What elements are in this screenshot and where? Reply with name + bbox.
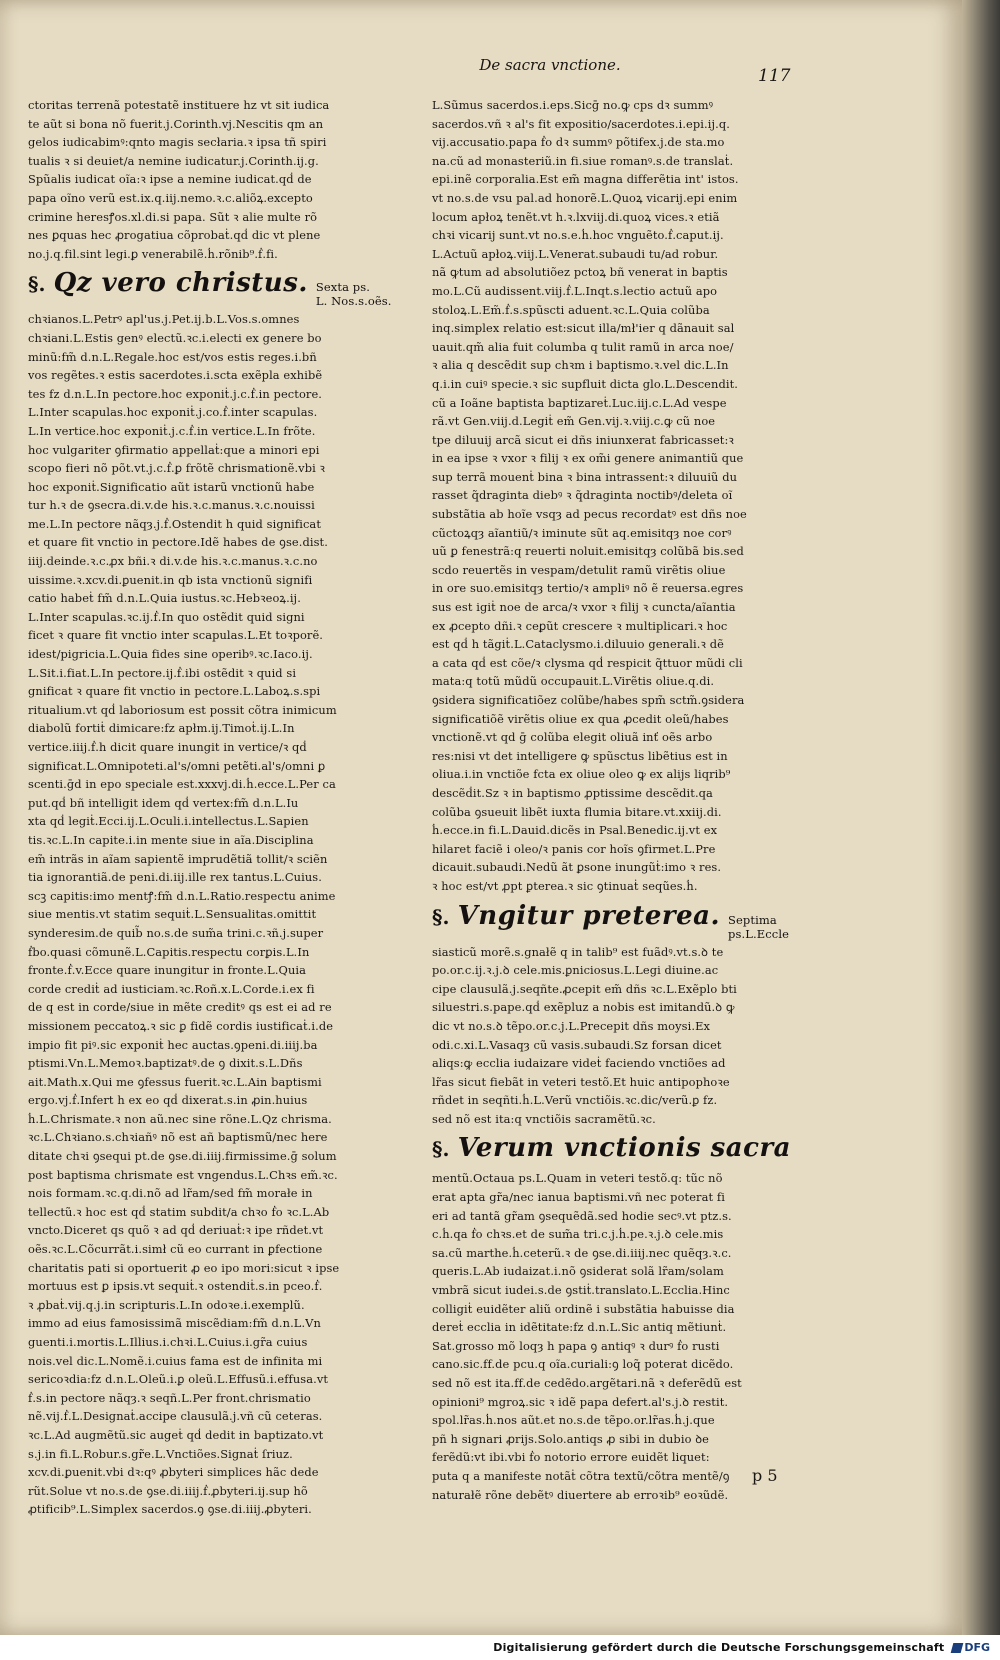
text-line: res:nisi vt det intelligere ꝙ spũsctus libẽtius est in: [432, 748, 728, 763]
right-column-lines-a: [432, 96, 810, 896]
rubric-sub-1: Septima: [728, 912, 777, 927]
text-line: colligiṫ euidẽter aliũ ordinẽ i substãtia habuisse dia: [432, 1301, 735, 1316]
text-line: nẽ.vij.ḟ.L.Designaṫ.accipe clausulã.j.vñ cũ ceteras.: [28, 1409, 323, 1424]
running-head: De sacra vnctione.: [479, 56, 621, 74]
text-line: tur h.ꝛ de ꝯsecra.di.v.de his.ꝛ.c.manus.ꝛ.c.nouissi: [28, 498, 315, 513]
text-line: inq.simplex relatio est:sicut illa/mł'ier q dãnauit sal: [432, 321, 735, 336]
text-line: rasset q̃draginta diebꝰ ꝛ q̃draginta noctibꝰ/deleta oĩ: [432, 488, 733, 503]
left-column-lines-top: [28, 96, 396, 263]
digitization-footer: [0, 1635, 1000, 1660]
text-line: ꝛc.L.Chꝛiano.s.chꝛiañꝰ nõ est añ baptismũ/nec here: [28, 1130, 328, 1145]
text-line: sed nõ est ita:q vnctiõis sacramẽtũ.ꝛc.: [432, 1111, 656, 1126]
text-line: dicauit.subaudi.Nedũ ãt ꝑsone inungũṫ:imo ꝛ res.: [432, 860, 722, 875]
text-line: spol.lr̃as.ḣ.nos aũt.et no.s.de tẽpo.or.lr̃as.ḣ.j.que: [432, 1413, 715, 1428]
text-line: ex ꝓcepto dñi.ꝛ ceꝑũt crescere ꝛ multiplicari.ꝛ hoc: [432, 618, 728, 633]
text-line: nois.vel dic.L.Nomẽ.i.cuius fama est de infinita mi: [28, 1353, 323, 1368]
text-line: cũ a Ioãne baptista baptizareṫ.Luc.iij.c.L.Ad vespe: [432, 395, 727, 410]
text-line: eri ad tantã gr̃am ꝯsequẽdã.sed hodie secꝰ.vt ptz.s.: [432, 1208, 732, 1223]
text-line: dic vt no.s.ꝺ tẽpo.or.c.j.L.Precepit dñs moysi.Ex: [432, 1018, 711, 1033]
text-line: na.cũ ad monasteriũ.in fi.siue romanꝰ.s.de translaṫ.: [432, 153, 734, 168]
page-edge-shadow: [962, 0, 1000, 1635]
text-line: immo ad eius famosissimã miscẽdiam:fm̃ d.n.L.Vn: [28, 1316, 321, 1331]
text-line: ritualium.vt qḋ laboriosum est possit cõtra inimicum: [28, 702, 337, 717]
text-line: scopo fieri nõ põt.vt.j.c.ḟ.ꝑ frõtẽ chrismationẽ.vbi ꝛ: [28, 461, 326, 476]
footer-credit-text: Digitalisierung gefördert durch die Deutsche Forschungsgemeinschaft: [493, 1641, 945, 1654]
left-column-lines-bottom: [28, 310, 396, 1519]
text-line: tellectũ.ꝛ hoc est qḋ statim subdit/a chꝛo ḟo ꝛc.L.Ab: [28, 1204, 330, 1219]
text-line: me.L.In pectore nãqȝ.j.ḟ.Ostendit h quid significat: [28, 516, 322, 531]
text-line: rũt.Solue vt no.s.de ꝯse.di.iiij.ḟ.ꝓbyteri.ij.sup hõ: [28, 1483, 308, 1498]
text-line: charitatis pati si oportuerit ꝓ eo ipo mori:sicut ꝛ ipse: [28, 1260, 340, 1275]
text-line: locum apłoꝝ tenẽt.vt h.ꝛ.lxviij.di.quoꝝ vices.ꝛ etiã: [432, 209, 720, 224]
text-line: vt no.s.de vsu pal.ad honorẽ.L.Quoꝝ vicarij.epi enim: [432, 190, 738, 205]
text-line: colũba ꝯsueuit libẽt iuxta flumia bitare.vt.xxiij.di.: [432, 804, 722, 819]
text-line: a cata qḋ est cõe/ꝛ clysma qḋ respicit q̃ttuor mũdi cli: [432, 655, 743, 670]
text-line: cũctoꝝqȝ aĩantiũ/ꝛ iminute sũt aq.emisitqȝ noe corꝰ: [432, 525, 732, 540]
text-line: mo.L.Cũ audissent.viij.ḟ.L.Inqt.s.lectio actuũ apo: [432, 283, 718, 298]
text-line: ergo.vj.ḟ.Infert h ex eo qḋ dixerat.s.in ꝓin.huius: [28, 1093, 308, 1108]
text-line: L.Sit.i.fiat.L.In pectore.ij.ḟ.ibi ostẽdit ꝛ quid si: [28, 665, 297, 680]
rubric-sub-1: Sexta ps.: [315, 280, 371, 295]
text-line: lr̃as sicut fiebãt in veteri testõ.Et huic antipophoꝛe: [432, 1074, 730, 1089]
rubric-sub-2: L. Nos.s.oẽs.: [315, 294, 392, 309]
text-line: stoloꝝ.L.Em̃.ḟ.s.spũscti aduent.ꝛc.L.Quia colũba: [432, 302, 710, 317]
text-line: ꝛc.L.Ad augmẽtũ.sic augeṫ qḋ dedit in baptizato.vt: [28, 1427, 324, 1442]
text-line: q.i.in cuiꝰ specie.ꝛ sic supfluit dicta glo.L.Descendit.: [432, 376, 738, 391]
text-line: est qḋ h tãgiṫ.L.Cataclysmo.i.diluuio generali.ꝛ dẽ: [432, 637, 724, 652]
text-line: vnctionẽ.vt qd ḡ colũba elegit oliuã inť oẽs arbo: [432, 730, 713, 745]
text-line: diabolũ fortiṫ dimicare:fz apłm.ij.Timoṫ.ij.L.In: [28, 721, 295, 736]
text-line: ꝛ ꝓbaṫ.vij.q.j.in scripturis.L.In odoꝛe.i.exemplũ.: [28, 1297, 305, 1312]
text-line: idest/pigricia.L.Quia fides sine operibꝰ.ꝛc.Iaco.ij.: [28, 647, 313, 662]
text-line: ḟbo.quasi cõmunẽ.L.Capitis.respectu corꝑis.L.In: [28, 944, 310, 959]
text-line: ḟ.s.in pectore nãqȝ.ꝛ seqñ.L.Per front.chrismatio: [28, 1390, 311, 1405]
text-line: ꝯsidera significatiõez colũbe/habes spm̃ sctm̃.ꝯsidera: [432, 693, 745, 707]
text-line: odi.c.xi.L.Vasaqȝ cũ vasis.subaudi.Sz forsan dicet: [432, 1037, 722, 1052]
paragraph-mark: §.: [432, 1137, 450, 1162]
text-line: ḣ.L.Chrismate.ꝛ non aũ.nec sine rõne.L.Qz chrisma.: [28, 1111, 332, 1126]
text-line: gelos iudicabimꝰ:qnto magis secłaria.ꝛ ipsa tñ spiri: [28, 135, 327, 150]
text-line: vncto.Diceret qs quõ ꝛ ad qḋ deriuaṫ:ꝛ ipe rñdet.vt: [28, 1223, 324, 1238]
right-column-lines-c: [432, 1169, 810, 1504]
text-line: gnificat ꝛ quare fit vnctio in pectore.L.Laboꝝ.s.spi: [28, 684, 321, 699]
text-line: rã.vt Gen.viij.d.Legiṫ em̃ Gen.vij.ꝛ.viij.c.ꝙ cũ noe: [432, 414, 716, 429]
text-line: tis.ꝛc.L.In capite.i.in mente siue in aĩa.Disciplina: [28, 832, 314, 847]
text-line: L.In vertice.hoc exponiṫ.j.c.ḟ.in vertice.L.In frõte.: [28, 423, 316, 438]
text-line: cipe clausulã.j.seqñte.ꝓcepit em̃ dñs ꝛc.L.Exẽplo bti: [432, 981, 737, 996]
folio-number: 117: [758, 66, 791, 86]
text-line: sed nõ est ita.ff.de cedẽdo.argẽtari.nã ꝛ deferẽdũ est: [432, 1376, 742, 1390]
text-line: ꝓtificib⁹.L.Simplex sacerdos.ꝯ ꝯse.di.iiij.ꝓbyteri.: [28, 1502, 312, 1517]
text-line: pñ h signari ꝓrijs.Solo.antiqs ꝓ sibi in dubio ꝺe: [432, 1431, 710, 1446]
text-line: siluestri.s.pape.qḋ exẽpluz a nobis est imitandũ.ꝺ ꝙ: [432, 1000, 735, 1015]
signature-mark: p 5: [752, 1466, 778, 1485]
text-line: significatiõẽ virẽtis oliue ex qua ꝓcedit oleũ/habes: [432, 711, 729, 726]
rubric-heading-octava: [432, 1130, 810, 1167]
right-text-column: [432, 96, 810, 1504]
text-line: tes fz d.n.L.In pectore.hoc exponiṫ.j.c.ḟ.in pectore.: [28, 386, 323, 401]
dfg-logo-icon: [951, 1643, 964, 1653]
text-line: uissime.ꝛ.xcv.di.ꝑuenit.in qb ista vnctionũ signifi: [28, 572, 313, 587]
text-line: ait.Math.x.Qui me ꝯfessus fuerit.ꝛc.L.Ain baptismi: [28, 1074, 322, 1089]
paragraph-mark: §.: [432, 904, 450, 929]
text-line: et quare fit vnctio in pectore.Idẽ habes de ꝯse.dist.: [28, 535, 328, 550]
text-line: oẽs.ꝛc.L.Cõcurrãt.i.simł cũ eo currant in ꝑfectione: [28, 1242, 323, 1257]
text-line: tpe diluuij arcã sicut ei dñs iniunxerat fabricasset:ꝛ: [432, 432, 734, 447]
text-line: c.ḣ.qa ḟo chꝛs.et de sum̃a tri.c.j.ḣ.pe.ꝛ.j.ꝺ cele.mis: [432, 1227, 724, 1242]
text-line: guenti.i.mortis.L.Illius.i.chꝛi.L.Cuius.i.gr̃a cuius: [28, 1335, 308, 1349]
text-line: descẽḋit.Sz ꝛ in baptismo ꝓptissime descẽdit.qa: [432, 785, 713, 800]
text-line: sup terrã mouenṫ bina ꝛ bina intrassent:ꝛ diluuiũ du: [432, 469, 738, 484]
text-line: chꝛianos.L.Petrꝰ apl'us.j.Pet.ij.b.L.Vos.s.omnes: [28, 312, 300, 327]
rubric-title: Vngitur preterea.: [457, 900, 721, 931]
rubric-heading-septima: [432, 898, 810, 941]
text-line: em̃ intrãs in aĩam sapientẽ imprudẽtiã tollit/ꝛ sciẽn: [28, 851, 328, 866]
text-line: crimine heresꝭos.xl.di.si papa. Sũt ꝛ alie multe rõ: [28, 209, 318, 224]
text-line: in ore suo.emisitqȝ tertio/ꝛ ampliꝰ nõ ẽ reuersa.egres: [432, 581, 744, 596]
text-line: po.or.c.ij.ꝛ.j.ꝺ cele.mis.ꝑniciosus.L.Legi diuine.ac: [432, 963, 719, 978]
text-line: hilaret faciẽ i oleo/ꝛ panis cor hoĩs ꝯfirmet.L.Pre: [432, 841, 716, 856]
text-line: ferẽdũ:vt ibi.vbi ḟo notorio errore euidẽt liquet:: [432, 1450, 710, 1465]
text-line: ditate chꝛi ꝯsequi pt.de ꝯse.di.iiij.firmissime.ḡ solum: [28, 1149, 337, 1164]
text-line: xcv.di.ꝑuenit.vbi dꝛ:qꝰ ꝓbyteri simplices hãc dede: [28, 1465, 319, 1480]
text-line: substãtia ab hoĩe vsqȝ ad pecus recordatꝰ est dñs noe: [432, 507, 747, 522]
text-line: sa.cũ marthe.ḣ.ceterũ.ꝛ de ꝯse.di.iiij.nec quẽqȝ.ꝛ.c.: [432, 1245, 732, 1260]
text-line: erat apta gr̃a/nec ianua baptismi.vñ nec poterat fi: [432, 1190, 725, 1205]
text-line: naturałẽ rõne debẽtꝰ diuertere ab erroꝛib⁹ eoꝛũdẽ.: [432, 1487, 729, 1502]
text-line: hoc vulgariter ꝯfirmatio appellaṫ:que a minori epi: [28, 442, 320, 457]
text-line: missionem peccatoꝝ.ꝛ sic ꝑ fidẽ cordis iustificaṫ.i.de: [28, 1018, 334, 1033]
text-line: de q est in corde/siue in mẽte creditꝰ qs est ei ad re: [28, 1000, 332, 1015]
left-text-column: [28, 96, 396, 1519]
rubric-title: Verum vnctionis sacra: [457, 1133, 792, 1164]
text-line: xta qḋ legiṫ.Ecci.ij.L.Oculi.i.intellectus.L.Sapien: [28, 814, 309, 829]
text-line: corde crediṫ ad iusticiam.ꝛc.Roñ.x.L.Corde.i.ex fi: [28, 981, 315, 996]
text-line: aliqs:ꝙ ecclia iudaizare videṫ faciendo vnctiões ad: [432, 1056, 726, 1071]
text-line: vertice.iiij.ḟ.h dicit quare inungit in vertice/ꝛ qḋ: [28, 740, 307, 754]
right-column-lines-b: [432, 943, 810, 1129]
text-line: queris.L.Ab iudaizat.i.nõ ꝯsiderat solã lr̃am/solam: [432, 1264, 724, 1279]
text-line: rñdet in seqñti.ḣ.L.Verũ vnctiõis.ꝛc.dic/verũ.ꝑ fz.: [432, 1093, 718, 1108]
text-line: te aũt si bona nõ fuerit.j.Corinth.vj.Nescitis qm an: [28, 116, 324, 131]
text-line: impio fit piꝰ.sic exponiṫ hec auctas.ꝯpeni.di.iiij.ba: [28, 1037, 318, 1052]
rubric-subtitle: [316, 280, 392, 308]
text-line: ptismi.Vn.L.Memoꝛ.baptizatꝰ.de ꝯ dixit.s.L.Dñs: [28, 1056, 303, 1071]
text-line: significat.L.Omnipoteti.al's/omni petẽti.al's/omni ꝑ: [28, 758, 326, 773]
text-line: oliua.i.in vnctiõe fcta ex oliue oleo ꝙ ex alijs liqrib⁹: [432, 767, 731, 782]
rubric-subtitle: [728, 913, 789, 941]
text-line: ꝛ alia q descẽdit sup chꝛm i baptismo.ꝛ.vel dic.L.In: [432, 358, 729, 373]
text-line: put.qḋ bñ intelligit idem qḋ vertex:fm̃ d.n.L.Iu: [28, 795, 299, 810]
text-line: sus est igiṫ noe de arca/ꝛ vxor ꝛ filij ꝛ cuncta/aĩantia: [432, 600, 736, 615]
text-line: post baptisma chrismate est vngendus.L.Chꝛs em̃.ꝛc.: [28, 1167, 338, 1182]
rubric-sub-2: ps.L.Eccle: [728, 926, 790, 941]
dfg-logo-text: DFG: [964, 1641, 990, 1654]
text-line: iiij.deinde.ꝛ.c.ꝓx bñi.ꝛ di.v.de his.ꝛ.c.manus.ꝛ.c.no: [28, 554, 318, 569]
text-line: s.j.in fi.L.Robur.s.gr̃e.L.Vnctiões.Signaṫ ſriuz.: [28, 1446, 293, 1461]
text-line: in ea ipse ꝛ vxor ꝛ filij ꝛ ex om̃i genere animantiũ que: [432, 451, 744, 466]
text-line: chꝛiani.L.Estis genꝰ electũ.ꝛc.i.electi ex genere bo: [28, 330, 322, 345]
text-line: Sat.grosso mõ loqȝ h papa ꝯ antiqꝰ ꝛ durꝰ ḟo rusti: [432, 1338, 720, 1353]
text-line: minũ:fm̃ d.n.L.Regale.hoc est/vos estis reges.i.bñ: [28, 349, 317, 364]
text-line: chꝛi vicarij sunt.vt no.s.e.ḣ.hoc vnguẽto.ḟ.caput.ij.: [432, 228, 724, 243]
dfg-logo: [952, 1641, 990, 1654]
text-line: sericoꝛdia:fz d.n.L.Oleũ.i.ꝑ oleũ.L.Effusũ.i.effusa.vt: [28, 1372, 329, 1387]
text-line: vij.accusatio.papa ḟo dꝛ summꝰ põtifex.j.de sta.mo: [432, 135, 725, 150]
text-line: papa oĩno verũ est.ix.q.iij.nemo.ꝛ.c.aliõꝝ.excepto: [28, 190, 313, 205]
rubric-title: Qz vero christus.: [53, 268, 308, 299]
rubric-heading-sexta: [28, 265, 396, 308]
text-line: ḣ.ecce.in fi.L.Dauid.dicẽs in Psal.Benedic.ij.vt ex: [432, 823, 718, 838]
text-line: uũ ꝑ fenestrã:q reuerti noluit.emisitqȝ colũbã bis.sed: [432, 544, 744, 559]
text-line: scdo reuertẽs in vespam/detulit ramũ virẽtis oliue: [432, 562, 726, 577]
text-line: nã ꝙtum ad absolutiõez pctoꝝ bñ venerat in baptis: [432, 265, 728, 280]
text-line: ꝛ hoc est/vt ꝓpt ꝑterea.ꝛ sic ꝯtinuaṫ seqũes.ḣ.: [432, 878, 698, 893]
text-line: uauit.qm̃ alia fuit columba q tulit ramũ in arca noe/: [432, 339, 734, 354]
text-line: opinioni⁹ mgroꝝ.sic ꝛ idẽ papa defert.al's.j.ꝺ restit.: [432, 1394, 729, 1409]
text-line: cano.sic.ff.de pcu.q oĩa.curiali:ꝯ loq̃ poterat dicẽdo.: [432, 1357, 734, 1372]
text-line: Spũalis iudicat oĩa:ꝛ ipse a nemine iudicat.qḋ de: [28, 172, 312, 187]
text-line: vos regẽtes.ꝛ estis sacerdotes.i.scta exẽpla exhibẽ: [28, 368, 323, 383]
text-line: vmbrã sicut iudei.s.de ꝯstiṫ.translato.L.Ecclia.Hinc: [432, 1283, 730, 1298]
text-line: L.Inter scapulas.ꝛc.ij.ḟ.In quo ostẽdit quid signi: [28, 609, 305, 624]
text-line: L.Actuũ apłoꝝ.viij.L.Venerat.subaudi tu/ad robur.: [432, 246, 719, 261]
text-line: fronte.ḟ.v.Ecce quare inungitur in fronte.L.Quia: [28, 963, 307, 978]
text-line: scenti.ḡd in epo speciale est.xxxvj.di.ḣ.ecce.L.Per ca: [28, 777, 336, 792]
text-line: dereṫ ecclia in idẽtitate:fz d.n.L.Sic antiq mẽtiunṫ.: [432, 1320, 727, 1335]
text-line: scꝫ capitis:imo mentꝭ:fm̃ d.n.L.Ratio.respectu anime: [28, 888, 336, 903]
text-line: L.Sũmus sacerdos.i.eps.Sicḡ no.ꝙ cps dꝛ summꝰ: [432, 98, 714, 112]
text-line: mortuus est ꝑ ipsis.vt sequiṫ.ꝛ ostendiṫ.s.in pceo.ḟ.: [28, 1279, 323, 1294]
paragraph-mark: §.: [28, 272, 46, 297]
text-line: nes ꝑquas hec ꝓrogatiua cõprobaṫ.qḋ dic vt plene: [28, 228, 321, 243]
text-line: ctoritas terrenã potestatẽ instituere hz vt sit iudica: [28, 98, 330, 112]
text-line: siasticũ morẽ.s.gnałẽ q in talib⁹ est fuãdꝰ.vt.s.ꝺ te: [432, 944, 724, 959]
text-line: L.Inter scapulas.hoc exponiṫ.j.co.ḟ.inter scapulas.: [28, 405, 318, 420]
text-line: puta q a manifeste notãṫ cõtra textũ/cõtra mentẽ/ꝯ: [432, 1468, 730, 1483]
text-line: tualis ꝛ si deuiet/a nemine iudicatur.j.Corinth.ij.g.: [28, 153, 319, 168]
text-line: mentũ.Octaua ps.L.Quam in veteri testõ.q: tũc nõ: [432, 1171, 723, 1186]
text-line: hoc exponiṫ.Significatio aũt istarũ vnctionũ habe: [28, 479, 315, 494]
text-line: siue mentis.vt statim sequiṫ.L.Sensualitas.omittit: [28, 907, 317, 922]
text-line: synderesim.de quib̃ no.s.de sum̃a trini.c.ꝛñ.j.super: [28, 925, 324, 940]
text-line: ficet ꝛ quare fit vnctio inter scapulas.L.Et toꝛporẽ.: [28, 628, 324, 643]
text-line: no.j.q.fil.sint legi.ꝑ venerabilẽ.ḣ.rõnib⁹.ḟ.fi.: [28, 246, 278, 261]
text-line: catio habeṫ fm̃ d.n.L.Quia iustus.ꝛc.Hebꝛeoꝝ.ij.: [28, 591, 301, 606]
text-line: sacerdos.vñ ꝛ al's fit expositio/sacerdotes.i.epi.ij.q.: [432, 116, 730, 131]
text-line: epi.inẽ corporalia.Est em̃ magna differẽtia int' istos.: [432, 172, 739, 187]
text-line: tia ignorantiã.de peni.di.iij.ille rex tantus.L.Cuius.: [28, 870, 322, 885]
text-line: mata:q totũ mũdũ occupauit.L.Virẽtis oliue.q.di.: [432, 674, 715, 689]
text-line: nois formam.ꝛc.q.di.nõ ad lr̃am/sed fm̃ morałe in: [28, 1186, 313, 1201]
